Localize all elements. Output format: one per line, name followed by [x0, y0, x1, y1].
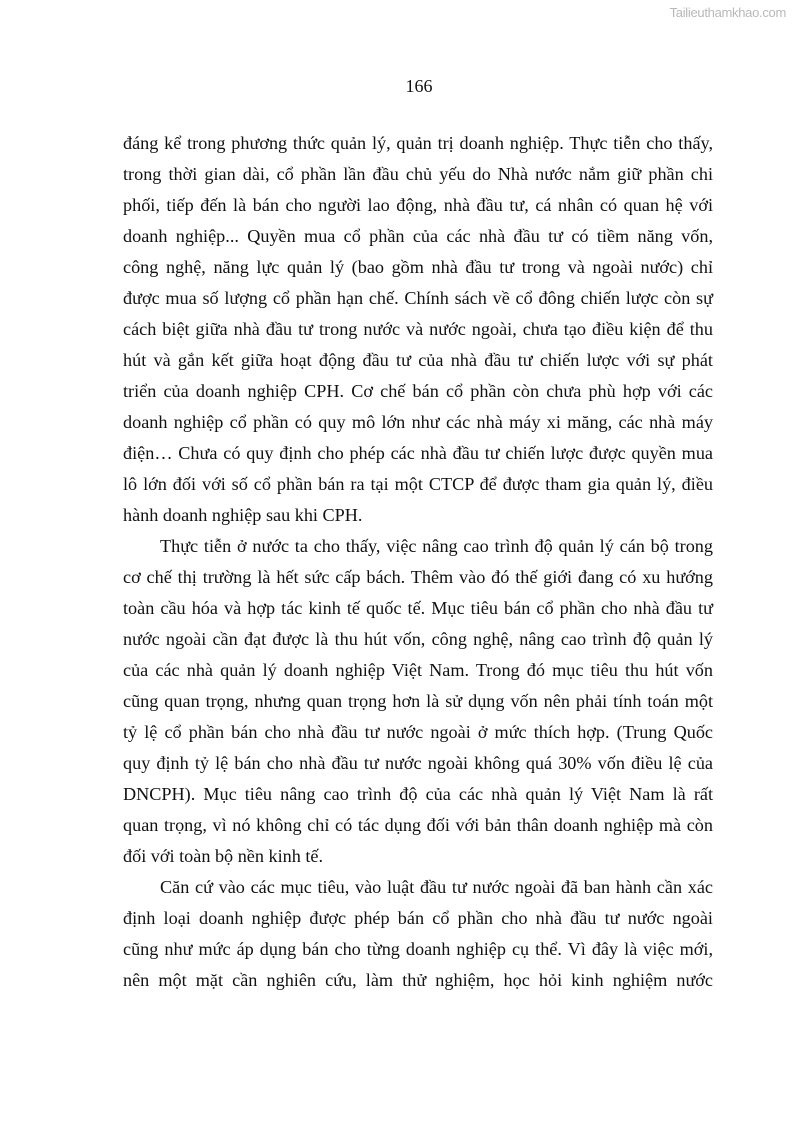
- text-line: nước ngoài cần đạt được là thu hút vốn, công nghệ, nâng cao trình độ quản lý: [123, 629, 713, 649]
- text-line: cách biệt giữa nhà đầu tư trong nước và nước ngoài, chưa tạo điều kiện để thu: [123, 319, 713, 339]
- text-line: định loại doanh nghiệp được phép bán cổ phần cho nhà đầu tư nước ngoài: [123, 908, 713, 928]
- text-line: DNCPH). Mục tiêu nâng cao trình độ của các nhà quản lý Việt Nam là rất: [123, 784, 713, 804]
- text-line: cũng quan trọng, nhưng quan trọng hơn là sử dụng vốn nên phải tính toán một: [123, 691, 713, 711]
- text-line: hành doanh nghiệp sau khi CPH.: [123, 505, 363, 525]
- document-body: [123, 131, 713, 999]
- text-line: doanh nghiệp cổ phần có quy mô lớn như các nhà máy xi măng, các nhà máy: [123, 412, 713, 432]
- paragraph: [123, 875, 713, 999]
- page-number: 166: [405, 76, 433, 96]
- text-line: quan trọng, vì nó không chỉ có tác dụng đối với bản thân doanh nghiệp mà còn: [123, 815, 713, 835]
- text-line: toàn cầu hóa và hợp tác kinh tế quốc tế. Mục tiêu bán cổ phần cho nhà đầu tư: [123, 598, 713, 618]
- text-line: hút và gắn kết giữa hoạt động đầu tư của nhà đầu tư chiến lược với sự phát: [123, 350, 713, 370]
- text-line: triển của doanh nghiệp CPH. Cơ chế bán cổ phần còn chưa phù hợp với các: [123, 381, 713, 401]
- text-line: điện… Chưa có quy định cho phép các nhà đầu tư chiến lược được quyền mua: [123, 443, 713, 463]
- text-line: Căn cứ vào các mục tiêu, vào luật đầu tư nước ngoài đã ban hành cần xác: [160, 877, 713, 897]
- text-line: lô lớn đối với số cổ phần bán ra tại một CTCP để được tham gia quản lý, điều: [123, 474, 713, 494]
- text-line: của các nhà quản lý doanh nghiệp Việt Nam. Trong đó mục tiêu thu hút vốn: [123, 660, 713, 680]
- text-line: Thực tiễn ở nước ta cho thấy, việc nâng cao trình độ quản lý cán bộ trong: [160, 536, 713, 556]
- text-line: trong thời gian dài, cổ phần lần đầu chủ yếu do Nhà nước nắm giữ phần chi: [123, 164, 713, 184]
- watermark: Tailieuthamkhao.com: [669, 5, 786, 20]
- text-line: tỷ lệ cổ phần bán cho nhà đầu tư nước ngoài ở mức thích hợp. (Trung Quốc: [123, 722, 713, 742]
- paragraph: [123, 131, 713, 534]
- text-line: nên một mặt cần nghiên cứu, làm thử nghiệm, học hỏi kinh nghiệm nước: [123, 970, 713, 990]
- text-line: doanh nghiệp... Quyền mua cổ phần của các nhà đầu tư có tiềm năng vốn,: [123, 226, 713, 246]
- paragraph: [123, 534, 713, 875]
- text-line: đối với toàn bộ nền kinh tế.: [123, 846, 324, 866]
- text-line: công nghệ, năng lực quản lý (bao gồm nhà đầu tư trong và ngoài nước) chỉ: [123, 257, 713, 277]
- text-line: quy định tỷ lệ bán cho nhà đầu tư nước ngoài không quá 30% vốn điều lệ của: [123, 753, 713, 773]
- text-line: cơ chế thị trường là hết sức cấp bách. Thêm vào đó thế giới đang có xu hướng: [123, 567, 713, 587]
- text-line: phối, tiếp đến là bán cho người lao động, nhà đầu tư, cá nhân có quan hệ với: [123, 195, 713, 215]
- text-line: được mua số lượng cổ phần hạn chế. Chính sách về cổ đông chiến lược còn sự: [123, 288, 713, 308]
- text-line: cũng như mức áp dụng bán cho từng doanh nghiệp cụ thể. Vì đây là việc mới,: [123, 939, 713, 959]
- text-line: đáng kể trong phương thức quản lý, quản trị doanh nghiệp. Thực tiễn cho thấy,: [123, 133, 713, 153]
